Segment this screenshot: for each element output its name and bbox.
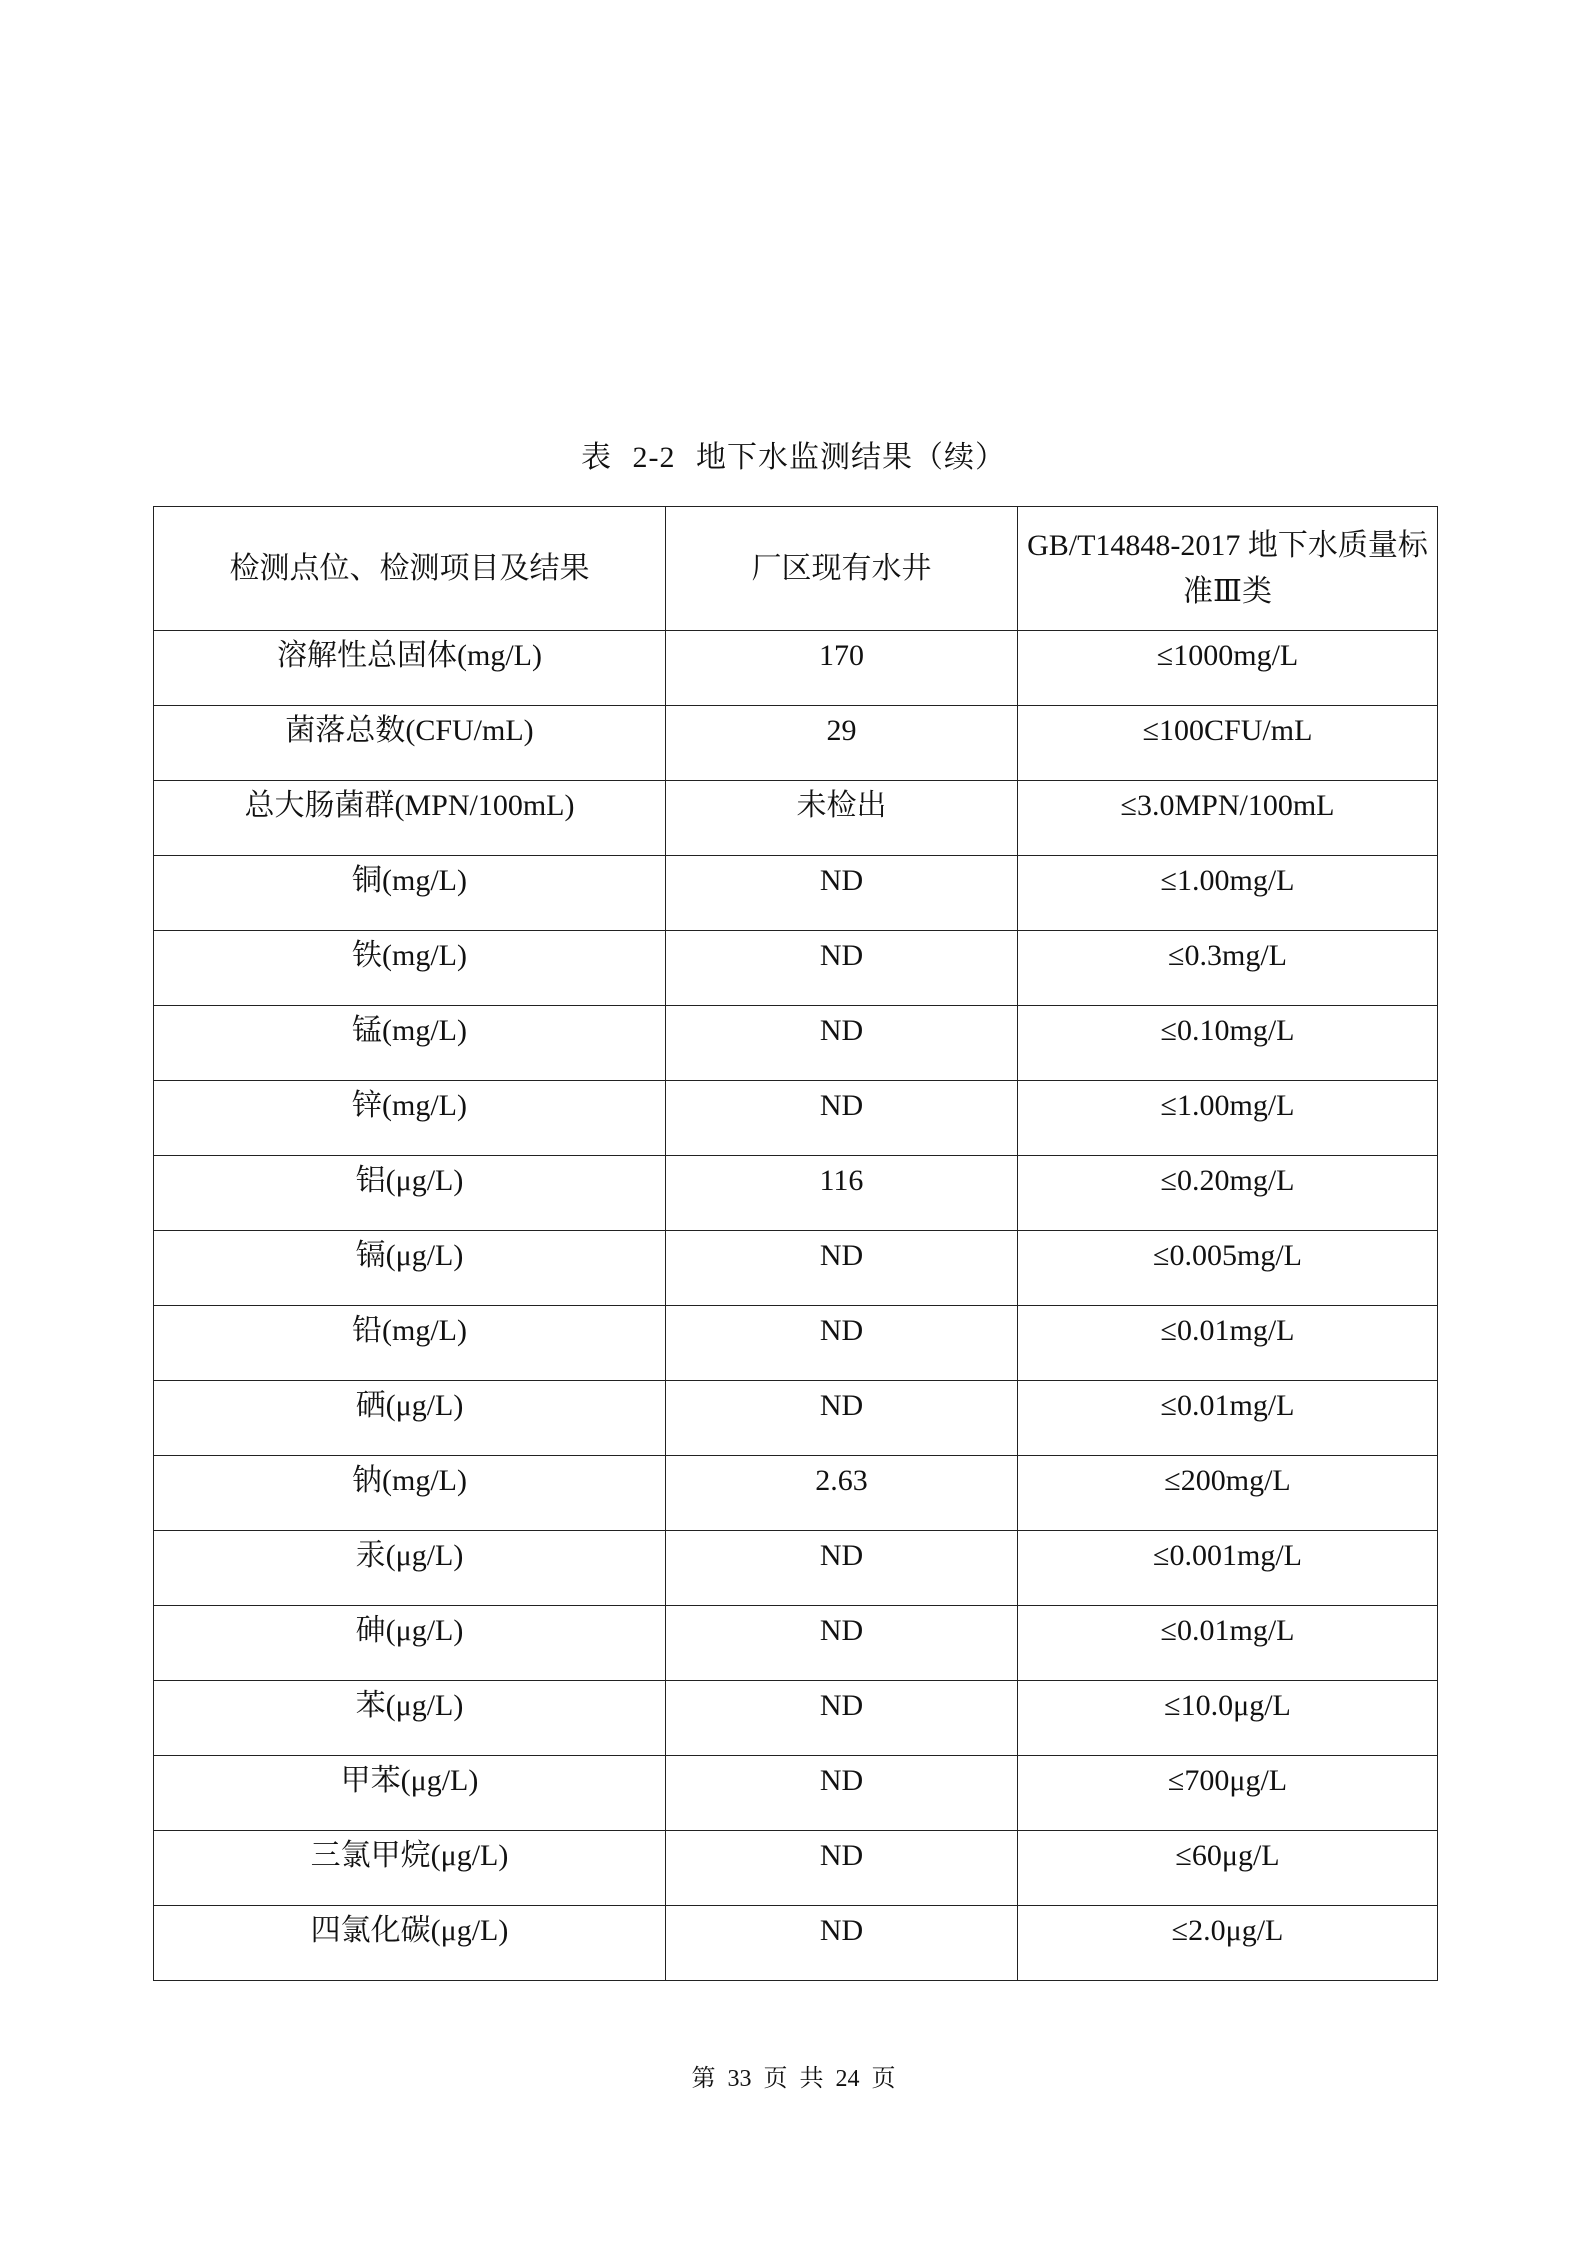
cell-item: 三氯甲烷(μg/L)	[154, 1831, 666, 1906]
table-row	[154, 1081, 1438, 1156]
cell-standard: ≤0.001mg/L	[1018, 1531, 1438, 1606]
table-header-row	[154, 507, 1438, 631]
cell-standard: ≤0.01mg/L	[1018, 1306, 1438, 1381]
table-row	[154, 1606, 1438, 1681]
cell-standard: ≤0.005mg/L	[1018, 1231, 1438, 1306]
cell-standard: ≤700μg/L	[1018, 1756, 1438, 1831]
cell-well-value: ND	[666, 856, 1018, 931]
cell-standard: ≤3.0MPN/100mL	[1018, 781, 1438, 856]
table-row	[154, 1531, 1438, 1606]
cell-item: 四氯化碳(μg/L)	[154, 1906, 666, 1981]
table-row	[154, 1231, 1438, 1306]
table-row	[154, 1006, 1438, 1081]
header-standard: GB/T14848-2017 地下水质量标准Ⅲ类	[1018, 507, 1438, 631]
cell-well-value: 170	[666, 631, 1018, 706]
page-footer: 第 33 页 共 24 页	[691, 2066, 896, 2092]
cell-item: 砷(μg/L)	[154, 1606, 666, 1681]
table-row	[154, 1381, 1438, 1456]
cell-item: 硒(μg/L)	[154, 1381, 666, 1456]
cell-item: 甲苯(μg/L)	[154, 1756, 666, 1831]
table-row	[154, 1456, 1438, 1531]
table-title: 表 2-2 地下水监测结果（续）	[581, 441, 1006, 474]
cell-item: 苯(μg/L)	[154, 1681, 666, 1756]
cell-standard: ≤1.00mg/L	[1018, 856, 1438, 931]
cell-standard: ≤0.01mg/L	[1018, 1381, 1438, 1456]
cell-item: 锌(mg/L)	[154, 1081, 666, 1156]
table-row	[154, 1306, 1438, 1381]
cell-item: 铅(mg/L)	[154, 1306, 666, 1381]
cell-item: 汞(μg/L)	[154, 1531, 666, 1606]
cell-standard: ≤0.01mg/L	[1018, 1606, 1438, 1681]
cell-well-value: ND	[666, 1606, 1018, 1681]
table-row	[154, 1756, 1438, 1831]
cell-well-value: ND	[666, 1306, 1018, 1381]
table-row	[154, 631, 1438, 706]
cell-well-value: ND	[666, 1531, 1018, 1606]
cell-well-value: ND	[666, 1906, 1018, 1981]
table-row	[154, 1156, 1438, 1231]
cell-standard: ≤0.3mg/L	[1018, 931, 1438, 1006]
cell-well-value: 未检出	[666, 781, 1018, 856]
cell-well-value: ND	[666, 1756, 1018, 1831]
cell-standard: ≤0.20mg/L	[1018, 1156, 1438, 1231]
cell-well-value: ND	[666, 1081, 1018, 1156]
cell-item: 锰(mg/L)	[154, 1006, 666, 1081]
table-row	[154, 1906, 1438, 1981]
cell-item: 菌落总数(CFU/mL)	[154, 706, 666, 781]
cell-standard: ≤10.0μg/L	[1018, 1681, 1438, 1756]
cell-item: 镉(μg/L)	[154, 1231, 666, 1306]
cell-well-value: ND	[666, 1006, 1018, 1081]
table-row	[154, 1681, 1438, 1756]
cell-item: 铝(μg/L)	[154, 1156, 666, 1231]
cell-standard: ≤2.0μg/L	[1018, 1906, 1438, 1981]
groundwater-results-table	[153, 506, 1438, 1981]
cell-well-value: ND	[666, 931, 1018, 1006]
header-well: 厂区现有水井	[666, 507, 1018, 631]
cell-well-value: 29	[666, 706, 1018, 781]
cell-item: 铜(mg/L)	[154, 856, 666, 931]
cell-standard: ≤60μg/L	[1018, 1831, 1438, 1906]
cell-standard: ≤100CFU/mL	[1018, 706, 1438, 781]
cell-standard: ≤1.00mg/L	[1018, 1081, 1438, 1156]
table-row	[154, 706, 1438, 781]
cell-item: 总大肠菌群(MPN/100mL)	[154, 781, 666, 856]
cell-item: 溶解性总固体(mg/L)	[154, 631, 666, 706]
table-row	[154, 931, 1438, 1006]
cell-item: 铁(mg/L)	[154, 931, 666, 1006]
cell-standard: ≤1000mg/L	[1018, 631, 1438, 706]
cell-well-value: ND	[666, 1681, 1018, 1756]
table-row	[154, 1831, 1438, 1906]
cell-well-value: ND	[666, 1381, 1018, 1456]
table-row	[154, 856, 1438, 931]
cell-standard: ≤200mg/L	[1018, 1456, 1438, 1531]
cell-well-value: 116	[666, 1156, 1018, 1231]
cell-standard: ≤0.10mg/L	[1018, 1006, 1438, 1081]
cell-well-value: ND	[666, 1231, 1018, 1306]
table-row	[154, 781, 1438, 856]
cell-well-value: ND	[666, 1831, 1018, 1906]
cell-item: 钠(mg/L)	[154, 1456, 666, 1531]
cell-well-value: 2.63	[666, 1456, 1018, 1531]
header-item: 检测点位、检测项目及结果	[154, 507, 666, 631]
